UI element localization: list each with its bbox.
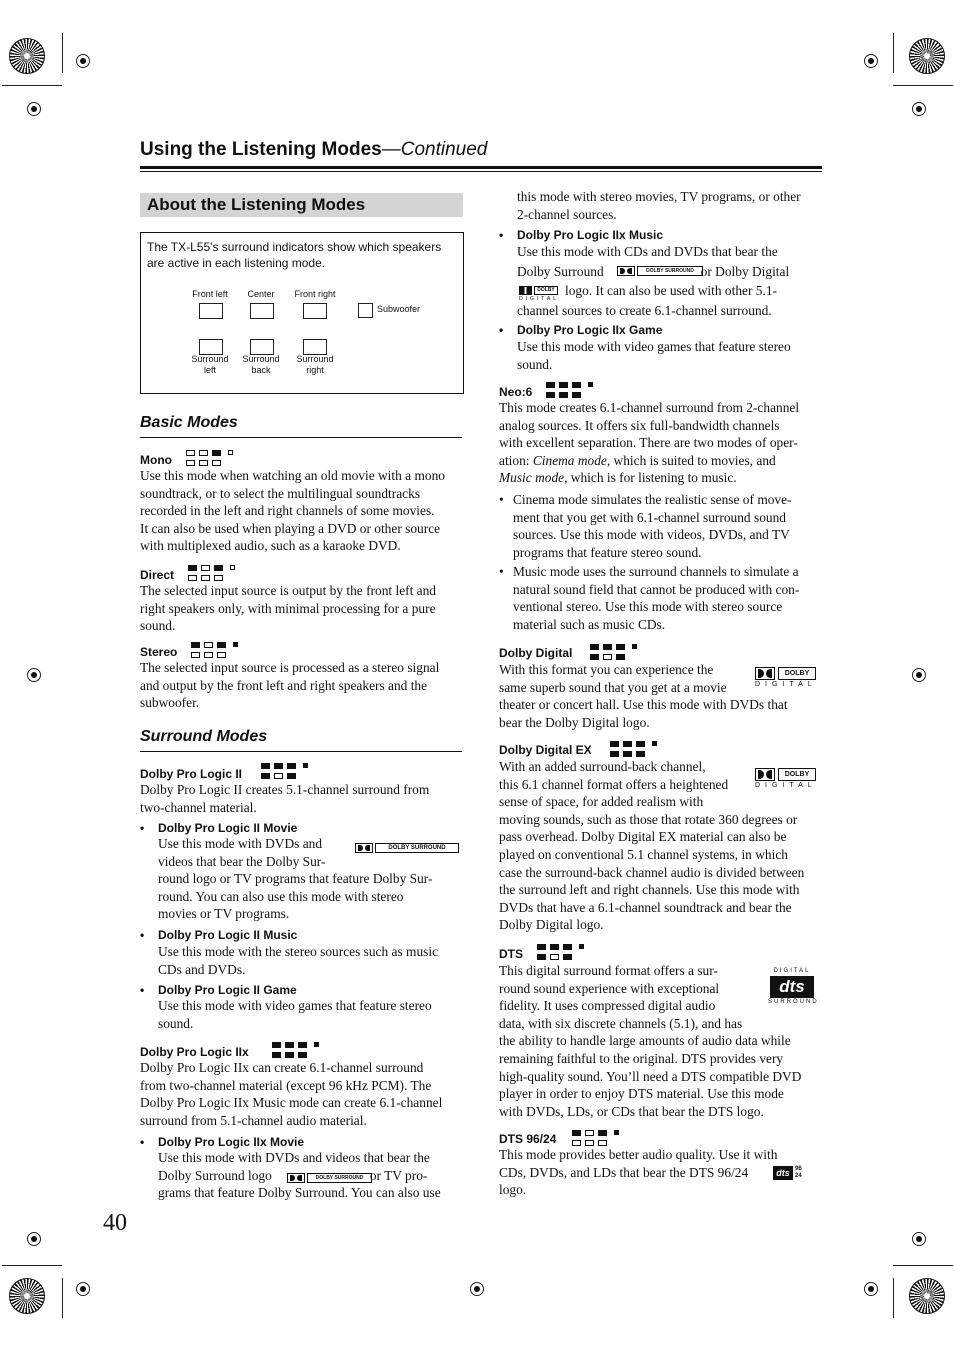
dolby-digital-heading: Dolby Digital	[499, 646, 573, 660]
surround-back-label: Surround back	[242, 354, 280, 375]
front-left-indicator	[199, 303, 223, 319]
direct-description: The selected input source is output by the front left and right speakers only, with minimal processing for a pure sound.	[140, 583, 436, 634]
pl2x-game-description: Use this mode with video games that feature stereo sound.	[517, 339, 791, 372]
dts-speaker-indicator-icon	[537, 944, 587, 962]
crop-mark	[62, 33, 63, 73]
surround-modes-heading: Surround Modes	[140, 728, 268, 745]
header-title: Using the Listening Modes	[140, 139, 382, 160]
pl2-music-description: Use this mode with the stereo sources such as music CDs and DVDs.	[158, 944, 439, 977]
direct-speaker-indicator-icon	[188, 565, 238, 583]
surround-left-indicator	[199, 339, 223, 355]
subwoofer-label: Subwoofer	[377, 304, 421, 314]
surround-left-label: Surround left	[191, 354, 229, 375]
pl2-music-heading: • Dolby Pro Logic II Music	[140, 928, 298, 942]
dolby-digital-description: With this format you can experience the same superb sound that you get at a movie theater or concert hall. Use this mode with DVDs that bear the Dolby Digital logo.	[499, 662, 788, 730]
registration-target-icon	[466, 1278, 488, 1300]
registration-target-icon	[23, 98, 45, 120]
neo6-music-bullet: Music mode uses the surround channels to simulate a natural sound field that cannot be produced with con- ventional stereo. Use this mode with stereo source material such as music CDs.	[513, 564, 800, 632]
pl2x-movie-heading: • Dolby Pro Logic IIx Movie	[140, 1135, 305, 1149]
pl2-movie-description: Use this mode with DVDs and videos that bear the Dolby Sur- round logo or TV programs that feature Dolby Sur- round. You can also use this mode with stereo movies or TV programs.	[158, 836, 433, 922]
pl2x-heading: Dolby Pro Logic IIx	[140, 1045, 249, 1059]
direct-heading: Direct	[140, 568, 175, 582]
front-right-label: Front right	[294, 289, 336, 299]
page-number: 40	[103, 1210, 127, 1236]
mono-heading: Mono	[140, 453, 172, 467]
dolby-digital-logo: DOLBY DIGITAL	[519, 287, 560, 302]
dolby-digital-ex-description: With an added surround-back channel, this 6.1 channel format offers a heightened sense of space, for added realism with moving sounds, such as those that rotate 360 degrees or pass overhead. Dolby Digital EX material can also be played on conventional 5.1 channel systems, in which case the surround-back channel audio is divided between the surround left and right channels. Use this mode with DVDs that have a 6.1-channel soundtrack and bear the Dolby Digital logo.	[499, 759, 805, 933]
pl2-game-heading: • Dolby Pro Logic II Game	[140, 983, 297, 997]
pl2x-speaker-indicator-icon	[272, 1042, 322, 1060]
registration-target-icon	[908, 1228, 930, 1250]
surround-back-indicator	[250, 339, 274, 355]
pl2x-music-heading: • Dolby Pro Logic IIx Music	[499, 228, 664, 242]
dts-heading: DTS	[499, 947, 523, 961]
front-right-indicator	[303, 303, 327, 319]
heading-rule	[140, 437, 462, 438]
indicator-intro: The TX-L55's surround indicators show which speakers are active in each listening mode.	[147, 240, 442, 270]
dolby-digital-ex-speaker-indicator-icon	[610, 741, 660, 759]
dolby-surround-logo: DOLBY SURROUND	[617, 266, 703, 276]
dolby-digital-logo: DOLBY DIGITAL	[755, 768, 817, 790]
crop-mark	[62, 1278, 63, 1318]
bullet-icon: •	[499, 492, 504, 507]
crop-mark	[2, 85, 62, 86]
neo6-speaker-indicator-icon	[546, 382, 596, 400]
registration-target-icon	[72, 50, 94, 72]
dolby-digital-ex-heading: Dolby Digital EX	[499, 743, 592, 757]
surround-right-label: Surround right	[296, 354, 334, 375]
pl2x-movie-continuation: this mode with stereo movies, TV programs, or other 2-channel sources.	[517, 189, 801, 222]
registration-starburst-icon	[9, 1278, 45, 1314]
mono-description: Use this mode when watching an old movie with a mono soundtrack, or to select the multilingual soundtracks recorded in the left and right channels of some movies. It can also be used when playing a DVD or other source with multiplexed audio, such as a karaoke DVD.	[140, 468, 445, 554]
center-indicator	[250, 303, 274, 319]
registration-target-icon	[908, 664, 930, 686]
neo6-heading: Neo:6	[499, 385, 533, 399]
front-left-label: Front left	[192, 289, 228, 299]
header-rule	[140, 171, 822, 172]
dts-96-24-logo: dts 96 24	[773, 1166, 807, 1180]
mono-speaker-indicator-icon	[186, 450, 236, 468]
bullet-icon: •	[499, 564, 504, 579]
dts-96-24-heading: DTS 96/24	[499, 1132, 557, 1146]
basic-modes-heading: Basic Modes	[140, 414, 238, 431]
registration-starburst-icon	[9, 38, 45, 74]
dolby-digital-speaker-indicator-icon	[590, 644, 640, 662]
surround-right-indicator	[303, 339, 327, 355]
subwoofer-indicator	[358, 303, 373, 318]
dolby-surround-logo: DOLBY SURROUND	[355, 843, 459, 853]
crop-mark	[893, 85, 953, 86]
pl2x-description: Dolby Pro Logic IIx can create 6.1-channel surround from two-channel material (except 96 kHz PCM). The Dolby Pro Logic IIx Music mode can create 6.1-channel surround from 5.1-channel audio material.	[140, 1060, 443, 1128]
registration-target-icon	[23, 1228, 45, 1250]
dts-96-24-description: This mode provides better audio quality. Use it with CDs, DVDs, and LDs that bear the DTS 96/24 logo.	[499, 1147, 778, 1198]
crop-mark	[893, 1278, 894, 1318]
section-title: About the Listening Modes	[140, 193, 463, 217]
crop-mark	[893, 1265, 953, 1266]
header-continued: —Continued	[381, 139, 488, 160]
stereo-description: The selected input source is processed as a stereo signal and output by the front left and right speakers and the subwoofer.	[140, 660, 440, 711]
pl2x-music-description: Use this mode with CDs and DVDs that bear the Dolby Surround or Dolby Digital logo. It can also be used with other 5.1- channel sources to create 6.1-channel surround.	[517, 244, 790, 318]
pl2x-game-heading: • Dolby Pro Logic IIx Game	[499, 323, 663, 337]
registration-target-icon	[860, 1278, 882, 1300]
registration-target-icon	[908, 98, 930, 120]
registration-target-icon	[72, 1278, 94, 1300]
neo6-description: This mode creates 6.1-channel surround from 2-channel analog sources. It offers six full-bandwidth channels with excellent separation. There are two modes of oper- ation: Cinema mode, which is suited to movies, and Music mode, which is for listening to music.	[499, 400, 800, 486]
page-header	[140, 139, 487, 161]
dolby-surround-logo: DOLBY SURROUND	[287, 1173, 372, 1183]
header-rule	[140, 166, 822, 169]
pl2x-movie-description: Use this mode with DVDs and videos that bear the Dolby Surround logo or TV pro- grams that feature Dolby Surround. You can also use	[158, 1150, 441, 1201]
crop-mark	[893, 33, 894, 73]
neo6-cinema-bullet: Cinema mode simulates the realistic sense of move- ment that you get with 6.1-channel surround sound sources. Use this mode with videos, DVDs, and TV programs that feature stereo sound.	[513, 492, 792, 560]
crop-mark	[2, 1265, 62, 1266]
pl2-heading: Dolby Pro Logic II	[140, 767, 243, 781]
dts-description: This digital surround format offers a sur- round sound experience with exceptional fidelity. It uses compressed digital audio data, with six discrete channels (5.1), and has the ability to handle large amounts of audio data while remaining faithful to the original. DTS provides very high-quality sound. You’ll need a DTS compatible DVD player in order to enjoy DTS material. Use this mode with DVDs, LDs, or CDs that bear the DTS logo.	[499, 963, 802, 1119]
center-label: Center	[247, 289, 275, 299]
dolby-digital-logo: DOLBY DIGITAL	[755, 667, 817, 689]
dts-digital-surround-logo: DIGITAL dts SURROUND	[768, 968, 819, 1005]
indicator-box	[140, 232, 464, 394]
pl2-movie-heading: • Dolby Pro Logic II Movie	[140, 821, 298, 835]
stereo-heading: Stereo	[140, 645, 178, 659]
registration-target-icon	[860, 50, 882, 72]
registration-target-icon	[23, 664, 45, 686]
pl2-description: Dolby Pro Logic II creates 5.1-channel surround from two-channel material.	[140, 782, 430, 815]
stereo-speaker-indicator-icon	[191, 642, 241, 660]
pl2-speaker-indicator-icon	[261, 763, 311, 781]
heading-rule	[140, 751, 462, 752]
registration-starburst-icon	[909, 38, 945, 74]
pl2-game-description: Use this mode with video games that feature stereo sound.	[158, 998, 432, 1031]
registration-starburst-icon	[909, 1278, 945, 1314]
